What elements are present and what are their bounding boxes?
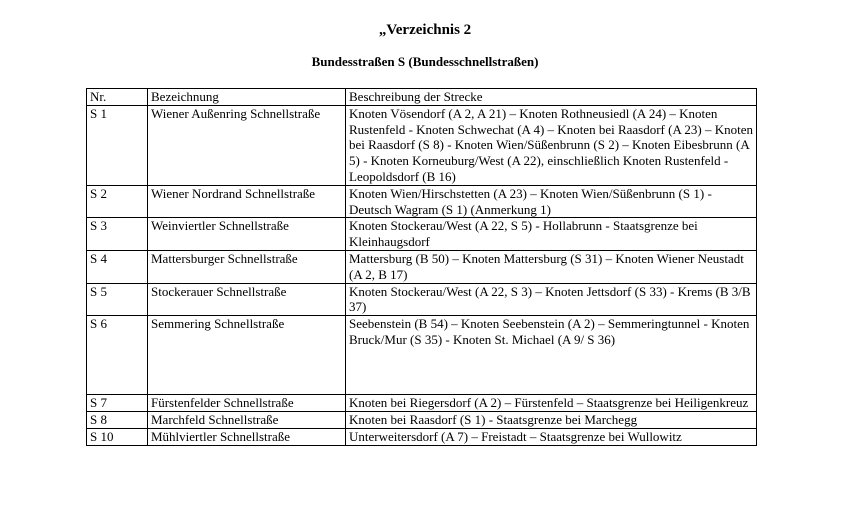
- table-row: [87, 316, 757, 395]
- row-name: Wiener Außenring Schnellstraße: [148, 105, 346, 185]
- row-description: Knoten Vösendorf (A 2, A 21) – Knoten Rothneusiedl (A 24) – Knoten Rustenfeld - Knoten Schwechat (A 4) – Knoten bei Raasdorf (A 23) – Knoten bei Raasdorf (S 8) - Knoten Wien/Süßenbrunn (S 2) – Knoten Eibesbrunn (A 5) - Knoten Korneuburg/West (A 22), einschließlich Knoten Rustenfeld - Leopoldsdorf (B 16): [346, 105, 757, 185]
- header-nr: Nr.: [87, 89, 148, 106]
- row-description: Knoten Stockerau/West (A 22, S 5) - Hollabrunn - Staatsgrenze bei Kleinhaugsdorf: [346, 218, 757, 251]
- row-description: Seebenstein (B 54) – Knoten Seebenstein (A 2) – Semmeringtunnel - Knoten Bruck/Mur (S 35) - Knoten St. Michael (A 9/ S 36): [346, 316, 757, 395]
- row-description: Knoten Wien/Hirschstetten (A 23) – Knoten Wien/Süßenbrunn (S 1) - Deutsch Wagram (S 1) (Anmerkung 1): [346, 185, 757, 218]
- table-row: [87, 411, 757, 428]
- row-description: Knoten bei Raasdorf (S 1) - Staatsgrenze bei Marchegg: [346, 411, 757, 428]
- row-name: Mattersburger Schnellstraße: [148, 250, 346, 283]
- row-name: Mühlviertler Schnellstraße: [148, 428, 346, 445]
- row-description: Knoten bei Riegersdorf (A 2) – Fürstenfeld – Staatsgrenze bei Heiligenkreuz: [346, 395, 757, 412]
- table-row: [87, 218, 757, 251]
- table-row: [87, 250, 757, 283]
- row-name: Stockerauer Schnellstraße: [148, 283, 346, 316]
- row-nr: S 10: [87, 428, 148, 445]
- table-header-row: [87, 89, 757, 106]
- row-description: Mattersburg (B 50) – Knoten Mattersburg (S 31) – Knoten Wiener Neustadt (A 2, B 17): [346, 250, 757, 283]
- row-nr: S 5: [87, 283, 148, 316]
- row-nr: S 4: [87, 250, 148, 283]
- row-nr: S 6: [87, 316, 148, 395]
- road-register-table: [86, 88, 757, 446]
- table-row: [87, 395, 757, 412]
- row-description: Unterweitersdorf (A 7) – Freistadt – Staatsgrenze bei Wullowitz: [346, 428, 757, 445]
- table-row: [87, 283, 757, 316]
- row-name: Marchfeld Schnellstraße: [148, 411, 346, 428]
- row-nr: S 8: [87, 411, 148, 428]
- row-nr: S 2: [87, 185, 148, 218]
- table-row: [87, 105, 757, 185]
- row-nr: S 7: [87, 395, 148, 412]
- header-bezeichnung: Bezeichnung: [148, 89, 346, 106]
- document-title: „Verzeichnis 2: [378, 22, 472, 38]
- table-row: [87, 185, 757, 218]
- table-row: [87, 428, 757, 445]
- row-nr: S 1: [87, 105, 148, 185]
- row-name: Wiener Nordrand Schnellstraße: [148, 185, 346, 218]
- row-name: Semmering Schnellstraße: [148, 316, 346, 395]
- row-description: Knoten Stockerau/West (A 22, S 3) – Knoten Jettsdorf (S 33) - Krems (B 3/B 37): [346, 283, 757, 316]
- header-beschreibung: Beschreibung der Strecke: [346, 89, 757, 106]
- row-name: Weinviertler Schnellstraße: [148, 218, 346, 251]
- row-name: Fürstenfelder Schnellstraße: [148, 395, 346, 412]
- document-subtitle: Bundesstraßen S (Bundesschnellstraßen): [311, 54, 539, 69]
- row-nr: S 3: [87, 218, 148, 251]
